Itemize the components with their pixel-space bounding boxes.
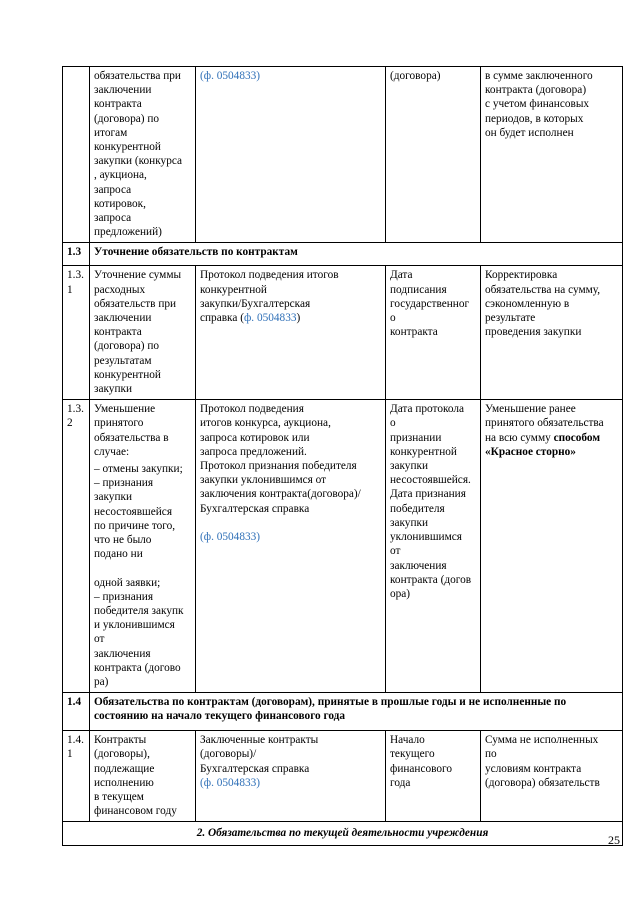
text-line: сэкономленную в xyxy=(485,297,570,310)
amount-text-bold: способом xyxy=(553,431,601,444)
text-line: Дата протокола xyxy=(390,403,465,416)
amount-text-mixed: на всю сумму xyxy=(485,431,554,444)
text-line: Дата признания xyxy=(390,488,466,501)
text-line: принятого обязательства xyxy=(485,417,604,430)
document-cell xyxy=(196,731,386,822)
text-line: по xyxy=(485,748,497,761)
text-line: Протокол подведения итогов xyxy=(200,269,339,282)
text-line: конкурентной xyxy=(390,445,457,458)
document-text xyxy=(200,268,381,311)
document-cell xyxy=(196,67,386,243)
text-line: закупки xyxy=(94,491,133,504)
section-title-text xyxy=(94,695,618,723)
table-row xyxy=(63,266,623,400)
text-line: текущего xyxy=(390,748,435,761)
text-line: Уменьшение ранее xyxy=(485,403,576,416)
text-line: конкурентной xyxy=(94,141,161,154)
text-line: Начало xyxy=(390,734,425,747)
text-line: запроса котировок или xyxy=(200,431,310,444)
text-line: заключения контракта(договора)/ xyxy=(200,488,361,501)
amount-cell xyxy=(481,400,623,693)
section-number: 1.4 xyxy=(63,693,90,731)
text-line: принятого xyxy=(94,417,144,430)
date-text xyxy=(390,69,476,83)
text-line: Сумма не исполненных xyxy=(485,734,599,747)
operation-cell xyxy=(90,266,196,400)
text-line: результатам xyxy=(94,354,152,367)
amount-text xyxy=(485,268,618,339)
text-line: Бухгалтерская справка xyxy=(200,502,310,515)
text-line: обязательства при xyxy=(94,70,181,82)
text-line: запроса xyxy=(94,212,132,225)
text-line: контракта (догово xyxy=(94,661,181,674)
table-row xyxy=(63,400,623,693)
operation-cases-continued xyxy=(94,576,191,690)
date-text xyxy=(390,733,476,790)
section-title: Уточнение обязательств по контрактам xyxy=(90,243,623,266)
text-line: (договоры)/ xyxy=(200,748,257,761)
text-line: Протокол подведения xyxy=(200,403,304,416)
section-title: 2. Обязательства по текущей деятельности учреждения xyxy=(63,822,623,846)
text-line: он будет исполнен xyxy=(485,126,574,139)
text-line: обязательств при xyxy=(94,297,177,310)
amount-text xyxy=(485,402,618,430)
document-text xyxy=(200,733,381,776)
text-line: конкурентной xyxy=(94,368,161,381)
text-line: 1 xyxy=(67,283,73,296)
row-number-cell xyxy=(63,731,90,822)
text-line: от xyxy=(94,633,105,646)
text-line: контракта xyxy=(94,326,142,339)
document-link[interactable]: ф. 0504833 xyxy=(243,312,297,325)
text-line: закупки xyxy=(94,383,133,396)
document-text-prefix: справка ( xyxy=(200,312,244,325)
amount-text xyxy=(485,69,618,140)
row-number-cell xyxy=(63,266,90,400)
table-row-continued xyxy=(63,67,623,243)
text-line: периодов, в которых xyxy=(485,112,584,125)
operation-text xyxy=(94,733,191,818)
row-number xyxy=(67,268,85,296)
date-text xyxy=(390,268,476,339)
operation-cell xyxy=(90,400,196,693)
text-line: обязательства в xyxy=(94,431,169,444)
text-line: (договоры), xyxy=(94,748,150,761)
text-line: запроса xyxy=(94,183,132,196)
text-line: Протокол признания победителя xyxy=(200,460,357,473)
text-line: финансового xyxy=(390,762,453,775)
document-link[interactable]: (ф. 0504833) xyxy=(200,70,261,82)
text-line: случае: xyxy=(94,445,130,458)
row-number-cell xyxy=(63,400,90,693)
operation-text xyxy=(94,402,191,459)
document-text xyxy=(200,402,381,516)
text-line: (договора) обязательств xyxy=(485,776,600,789)
text-line: что не было xyxy=(94,534,152,547)
text-line: Дата xyxy=(390,269,413,282)
text-line: финансовом году xyxy=(94,805,177,818)
date-text xyxy=(390,402,476,601)
section-header-row xyxy=(63,243,623,266)
text-line: Заключенные контракты xyxy=(200,734,319,747)
text-line: расходных xyxy=(94,283,146,296)
text-line: закупки xyxy=(390,516,429,529)
text-line: одной заявки; xyxy=(94,576,161,589)
text-line: заключении xyxy=(94,84,152,97)
text-line: ора) xyxy=(390,587,411,600)
document-link[interactable]: (ф. 0504833) xyxy=(200,530,261,543)
accounting-table xyxy=(62,66,623,846)
text-line: уклонившимся xyxy=(390,531,462,544)
text-line: Уменьшение xyxy=(94,403,156,416)
text-line: контракта (догов xyxy=(390,573,472,586)
text-line: проведения закупки xyxy=(485,326,582,339)
text-line: Контракты xyxy=(94,734,147,747)
operation-text xyxy=(94,268,191,396)
text-line: (договора) xyxy=(390,70,441,82)
text-line: состоянию на начало текущего финансового года xyxy=(94,710,346,723)
text-line: 1.3. xyxy=(67,403,84,416)
document-cell xyxy=(196,400,386,693)
text-line: победителя закупк xyxy=(94,604,184,617)
text-line: несостоявшейся. xyxy=(390,474,471,487)
text-line: Корректировка xyxy=(485,269,558,282)
text-line: , аукциона, xyxy=(94,169,147,182)
text-line: заключения xyxy=(390,559,447,572)
text-line: запроса предложений. xyxy=(200,445,307,458)
text-line: заключения xyxy=(94,647,151,660)
text-line: победителя xyxy=(390,502,445,515)
text-line: 1 xyxy=(67,748,73,761)
text-line: обязательства на сумму, xyxy=(485,283,601,296)
text-line: контракта (договора) xyxy=(485,84,587,97)
date-cell xyxy=(386,266,481,400)
text-line: подано ни xyxy=(94,548,143,561)
text-line: условиям контракта xyxy=(485,762,582,775)
amount-cell xyxy=(481,731,623,822)
table-row xyxy=(63,731,623,822)
text-line: контракта xyxy=(94,98,142,111)
section-header-row xyxy=(63,693,623,731)
page-number: 25 xyxy=(608,833,620,847)
text-line: признании xyxy=(390,431,442,444)
operation-text xyxy=(94,69,191,239)
text-line: несостоявшейся xyxy=(94,505,173,518)
operation-cell xyxy=(90,731,196,822)
text-line: итогов конкурса, аукциона, xyxy=(200,417,331,430)
row-number xyxy=(67,733,85,761)
amount-cell xyxy=(481,67,623,243)
text-line: итогам xyxy=(94,126,128,139)
text-line: – признания xyxy=(94,477,154,490)
red-storno-label: «Красное сторно» xyxy=(485,445,576,458)
text-line: с учетом финансовых xyxy=(485,98,590,111)
date-cell xyxy=(386,67,481,243)
date-cell xyxy=(386,400,481,693)
text-line: в сумме заключенного xyxy=(485,70,593,82)
text-line: – признания xyxy=(94,590,154,603)
section-header-row xyxy=(63,822,623,846)
text-line: (договора) по xyxy=(94,112,160,125)
text-line: исполнению xyxy=(94,776,154,789)
section-number: 1.3 xyxy=(63,243,90,266)
section-title xyxy=(90,693,623,731)
row-number-cell xyxy=(63,67,90,243)
text-line: Обязательства по контрактам (договорам), принятые в прошлые годы и не исполненные по xyxy=(94,696,567,709)
operation-cell xyxy=(90,67,196,243)
text-line: закупки (конкурса xyxy=(94,155,183,168)
amount-cell xyxy=(481,266,623,400)
text-line: подлежащие xyxy=(94,762,155,775)
document-text-suffix: ) xyxy=(296,312,301,325)
text-line: 1.3. xyxy=(67,269,84,282)
text-line: ра) xyxy=(94,675,109,688)
text-line: предложений) xyxy=(94,226,162,239)
text-line: 2 xyxy=(67,417,73,430)
text-line: закупки xyxy=(390,460,429,473)
text-line: 1.4. xyxy=(67,734,84,747)
text-line: в текущем xyxy=(94,790,144,803)
text-line: о xyxy=(390,417,396,430)
document-link[interactable]: (ф. 0504833) xyxy=(200,776,261,789)
document-cell xyxy=(196,266,386,400)
text-line: (договора) по xyxy=(94,340,160,353)
text-line: Уточнение суммы xyxy=(94,269,182,282)
text-line: подписания xyxy=(390,283,447,296)
text-line: – отмены закупки; xyxy=(94,463,183,476)
operation-cases xyxy=(94,462,191,561)
amount-text xyxy=(485,733,618,790)
date-cell xyxy=(386,731,481,822)
text-line: конкурентной xyxy=(200,283,267,296)
text-line: закупки/Бухгалтерская xyxy=(200,297,311,310)
text-line: от xyxy=(390,545,401,558)
text-line: года xyxy=(390,776,411,789)
text-line: о xyxy=(390,312,396,325)
text-line: закупки уклонившимся от xyxy=(200,474,327,487)
text-line: по причине того, xyxy=(94,519,176,532)
row-number xyxy=(67,402,85,430)
text-line: результате xyxy=(485,312,536,325)
text-line: Бухгалтерская справка xyxy=(200,762,310,775)
text-line: заключении xyxy=(94,312,152,325)
text-line: государственног xyxy=(390,297,470,310)
text-line: и уклонившимся xyxy=(94,619,175,632)
text-line: контракта xyxy=(390,326,438,339)
text-line: котировок, xyxy=(94,197,146,210)
